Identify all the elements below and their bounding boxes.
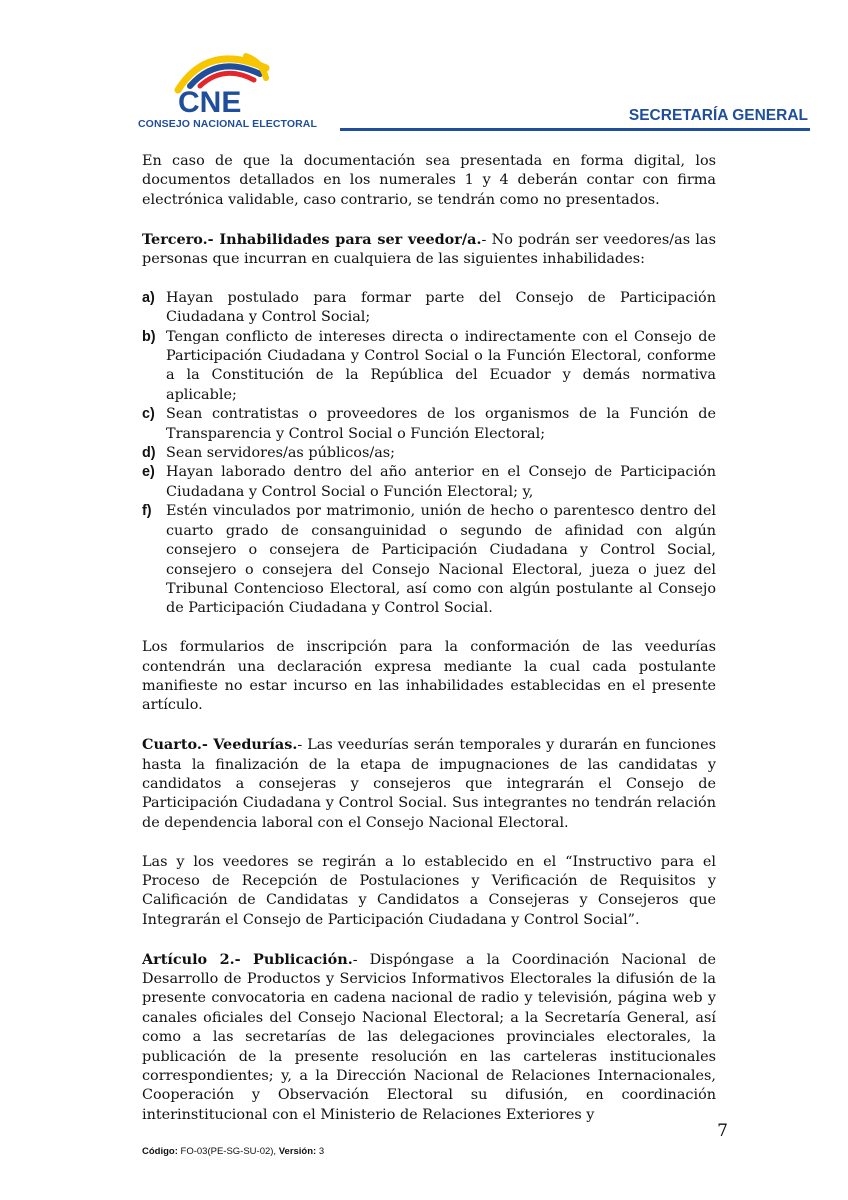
footer-document-code	[142, 1146, 324, 1157]
list-item-text: Hayan postulado para formar parte del Consejo de Participación Ciudadana y Control Social;	[166, 289, 716, 326]
list-item	[142, 289, 716, 328]
tercero-text: - No podrán ser veedores/as las personas que incurran en cualquiera de las siguientes inhabilidades:	[142, 231, 716, 268]
list-marker: f)	[142, 503, 152, 520]
cuarto-text: - Las veedurías serán temporales y durarán en funciones hasta la finalización de la etapa de impugnaciones de las candidatas y candidatos a consejeras y consejeros que integrarán el Consejo de Participación Ciudadana y Control Social. Sus integrantes no tendrán relación de dependencia laboral con el Consejo Nacional Electoral.	[142, 737, 716, 831]
articulo-2-text: - Dispóngase a la Coordinación Nacional de Desarrollo de Productos y Servicios Informativos Electorales la difusión de la presente convocatoria en cadena nacional de radio y televisión, página web y canales oficiales del Consejo Nacional Electoral; a la Secretaría General, así como a las secretarías de las delegaciones provinciales electorales, la publicación de la presente resolución en las carteleras institucionales correspondientes; y, a la Dirección Nacional de Relaciones Internacionales, Cooperación y Observación Electoral su difusión, en coordinación interinstitucional con el Ministerio de Relaciones Exteriores y	[142, 951, 716, 1123]
list-item-text: Sean contratistas o proveedores de los organismos de la Función de Transparencia y Control Social o Función Electoral;	[166, 406, 716, 442]
list-item	[142, 405, 716, 444]
list-marker: b)	[142, 328, 156, 345]
paragraph-cuarto	[142, 735, 716, 833]
list-item-text: Hayan laborado dentro del año anterior en el Consejo de Participación Ciudadana y Control Social o Función Electoral; y,	[166, 464, 716, 500]
list-item-text: Tengan conflicto de intereses directa o indirectamente con el Consejo de Participación Ciudadana y Control Social o la Función Electoral, conforme a la Constitución de la República del Ecuador y demás normativa aplicable;	[166, 328, 716, 403]
paragraph-formularios: Los formularios de inscripción para la conformación de las veedurías contendrán una declaración expresa mediante la cual cada postulante manifieste no estar incurso en las inhabilidades establecidas en el presente artículo.	[142, 639, 716, 714]
logo-caption: CONSEJO NACIONAL ELECTORAL	[138, 118, 317, 130]
list-item-text: Sean servidores/as públicos/as;	[166, 445, 396, 462]
inhabilidades-list	[142, 289, 716, 619]
list-item	[142, 502, 716, 618]
list-marker: e)	[142, 464, 155, 481]
header-title: SECRETARÍA GENERAL	[628, 107, 808, 124]
list-item-text: Estén vinculados por matrimonio, unión de hecho o parentesco dentro del cuarto grado de consanguinidad o segundo de afinidad con algún consejero o consejera de Participación Ciudadana y Control Social, consejero o consejera del Consejo Nacional Electoral, jueza o juez del Tribunal Contencioso Electoral, así como con algún postulante al Consejo de Participación Ciudadana y Control Social.	[166, 503, 716, 617]
paragraph-articulo-2	[142, 950, 716, 1126]
list-marker: c)	[142, 406, 155, 423]
cne-logo	[138, 48, 318, 136]
version-label: Versión:	[278, 1146, 317, 1157]
cuarto-heading: Cuarto.- Veedurías.	[142, 736, 298, 754]
cne-logo-graphic	[138, 48, 318, 118]
list-marker: a)	[142, 289, 155, 306]
paragraph-instructivo: Las y los veedores se regirán a lo establecido en el “Instructivo para el Proceso de Recepción de Postulaciones y Verificación de Requisitos y Calificación de Candidatas y Candidatos a Consejeras y Consejeros que Integrarán el Consejo de Participación Ciudadana y Control Social”.	[142, 853, 716, 928]
svg-text:CNE: CNE	[178, 86, 242, 118]
version-value: 3	[316, 1146, 325, 1157]
paragraph-digital-documents: En caso de que la documentación sea presentada en forma digital, los documentos detallados en los numerales 1 y 4 deberán contar con firma electrónica validable, caso contrario, se tendrán como no presentados.	[142, 153, 716, 208]
list-item	[142, 463, 716, 502]
tercero-heading: Tercero.- Inhabilidades para ser veedor/a.	[142, 230, 482, 248]
list-item	[142, 444, 716, 463]
code-label: Código:	[142, 1146, 178, 1157]
list-marker: d)	[142, 445, 156, 462]
list-item	[142, 328, 716, 406]
code-value: FO-03(PE-SG-SU-02),	[177, 1146, 279, 1157]
paragraph-tercero	[142, 230, 716, 270]
page-number: 7	[717, 1121, 728, 1141]
document-body	[142, 152, 716, 1145]
articulo-2-heading: Artículo 2.- Publicación.	[142, 950, 353, 968]
header-rule	[340, 128, 810, 131]
